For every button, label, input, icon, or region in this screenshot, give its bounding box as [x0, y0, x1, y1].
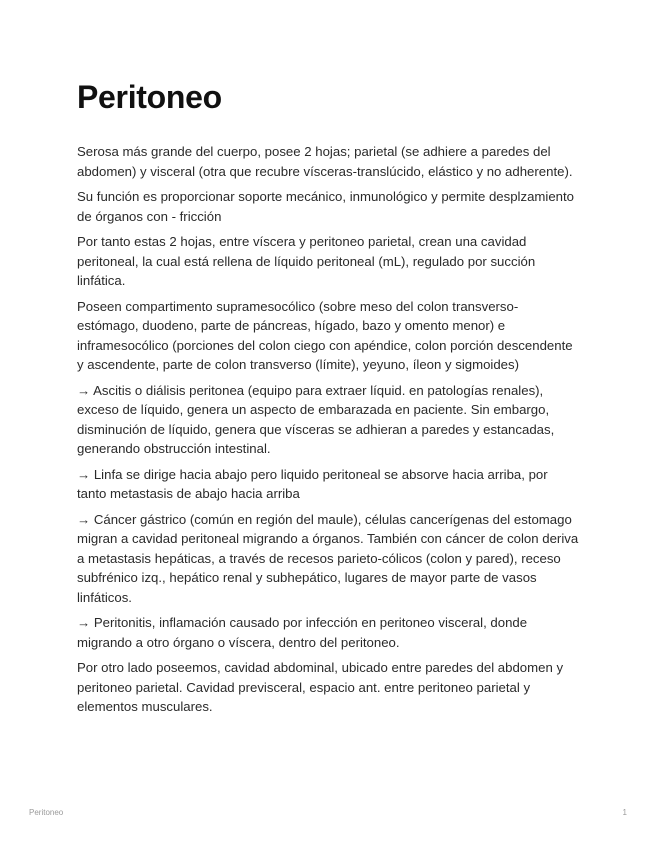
footer-label: Peritoneo: [29, 808, 64, 817]
paragraph-definition: Serosa más grande del cuerpo, posee 2 hojas; parietal (se adhiere a paredes del abdomen) y visceral (otra que recubre vísceras-translúcido, elástico y no adherente).: [77, 144, 573, 179]
paragraph-abdominal-cavity: Por otro lado poseemos, cavidad abdominal, ubicado entre paredes del abdomen y peritoneo parietal. Cavidad previsceral, espacio ant. entre peritoneo parietal y elementos musculares.: [77, 660, 564, 714]
paragraph-lymph: → Linfa se dirige hacia abajo pero liquido peritoneal se absorve hacia arriba, por tanto metastasis de abajo hacia arriba: [77, 466, 548, 501]
paragraph-compartments: Poseen compartimento supramesocólico (sobre meso del colon transverso- estómago, duodeno, parte de páncreas, hígado, bazo y omento menor) e inframesocólico (porciones del colon ciego con apéndice, colon porción descendente y ascendente, parte de colon transverso (límite), yeyuno, íleon y sigmoides): [77, 298, 573, 372]
paragraph-ascitis: → Ascitis o diálisis peritonea (equipo para extraer líquid. en patologías renales), exceso de líquido, genera un aspecto de embarazada en paciente. Sin embargo, disminución de líquido, genera que vísceras se adhieran a paredes y estancadas, generando obstrucción intestinal.: [77, 382, 555, 456]
paragraph-gastric-cancer: → Cáncer gástrico (común en región del maule), células cancerígenas del estomago migran a cavidad peritoneal migrando a órganos. También con cáncer de colon deriva a metastasis hepáticas, a través de recesos parieto-cólicos (colon y pared), receso subfrénico izq., hepático renal y subhepático, lugares de mayor parte de vasos linfáticos.: [77, 511, 579, 605]
footer-page-number: 1: [622, 808, 627, 817]
document-body: [77, 78, 579, 723]
paragraph-peritonitis: → Peritonitis, inflamación causado por infección en peritoneo visceral, donde migrando a otro órgano o víscera, dentro del peritoneo.: [77, 615, 528, 650]
page-title: Peritoneo: [77, 79, 222, 115]
paragraph-function: Su función es proporcionar soporte mecánico, inmunológico y permite desplzamiento de órganos con - fricción: [77, 189, 574, 224]
paragraph-cavity: Por tanto estas 2 hojas, entre víscera y peritoneo parietal, crean una cavidad peritoneal, la cual está rellena de líquido peritoneal (mL), regulado por succión linfática.: [77, 234, 536, 288]
